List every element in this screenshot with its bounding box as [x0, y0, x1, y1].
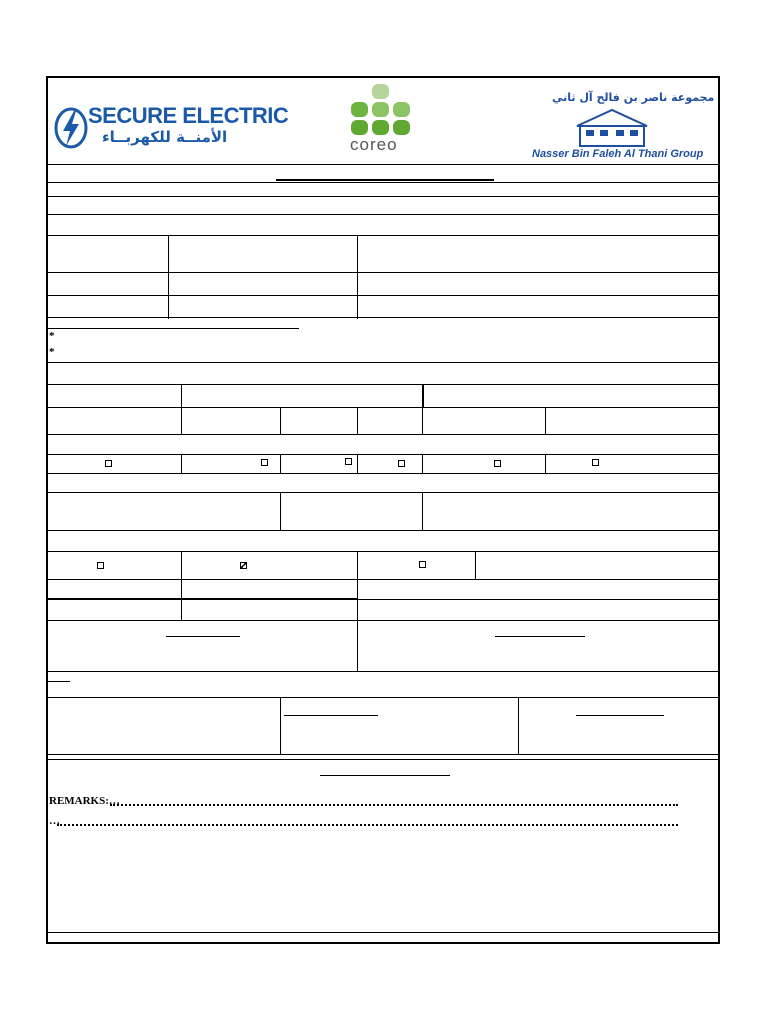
signature-underline: [284, 715, 378, 716]
signature-line: [280, 932, 357, 933]
col-line: [280, 697, 281, 754]
lightning-icon: [54, 106, 88, 150]
signature-line: [51, 932, 167, 933]
option-checkbox[interactable]: [398, 460, 405, 467]
col-line: [545, 407, 546, 434]
row-line: [48, 164, 718, 165]
signature-underline: [495, 636, 585, 637]
col-line: [280, 492, 281, 530]
row-line: [48, 579, 718, 580]
col-line: [357, 407, 358, 434]
nasser-english-name: Nasser Bin Faleh Al Thani Group: [532, 148, 704, 160]
remarks-line[interactable]: [57, 824, 678, 826]
row-line: [48, 362, 718, 363]
option-checkbox[interactable]: [345, 458, 352, 465]
col-line: [357, 454, 358, 473]
col-line: [475, 551, 476, 579]
col-line: [181, 454, 182, 473]
col-line: [181, 551, 182, 621]
col-line: [422, 454, 423, 473]
row-line: [48, 620, 718, 621]
row-line: [48, 473, 718, 474]
nasser-group-logo: [522, 90, 715, 162]
coreo-logo: [348, 84, 418, 154]
remarks-line[interactable]: [110, 804, 678, 806]
bullet-star: *: [49, 346, 55, 358]
row-line: [48, 196, 718, 197]
secure-electric-arabic-name: الأمنــة للكهربــاء: [102, 128, 228, 146]
row-line: [48, 214, 718, 215]
row-line: [48, 317, 718, 318]
row-line: [48, 434, 718, 435]
row-line: [48, 551, 718, 552]
col-line: [357, 235, 358, 319]
col-line: [168, 235, 169, 319]
row-line: [48, 182, 718, 183]
row-line: [48, 454, 718, 455]
col-line: [181, 384, 182, 434]
coreo-dots-icon: [348, 84, 418, 138]
col-line: [545, 454, 546, 473]
option-checkbox[interactable]: [419, 561, 426, 568]
col-line: [422, 407, 423, 434]
option-checkbox[interactable]: [494, 460, 501, 467]
bullet-star: *: [49, 330, 55, 342]
section-title-underline: [320, 775, 450, 776]
form-title-underline: [276, 179, 494, 181]
option-checkbox-checked[interactable]: [240, 562, 247, 569]
row-line: [48, 530, 718, 531]
option-checkbox[interactable]: [105, 460, 112, 467]
remarks-label: REMARKS:…: [49, 795, 120, 807]
form-container: [46, 76, 720, 944]
row-line: [48, 754, 718, 755]
col-line: [422, 492, 423, 530]
row-line: [48, 272, 718, 273]
secure-electric-logo: [54, 102, 289, 154]
col-line: [280, 407, 281, 434]
row-line: [48, 235, 718, 236]
note-heading-underline: [48, 328, 299, 329]
col-line: [280, 454, 281, 473]
row-line: [48, 598, 358, 599]
secure-electric-name: SECURE ELECTRIC: [88, 103, 289, 128]
coreo-name: coreo: [350, 135, 398, 154]
option-checkbox[interactable]: [592, 459, 599, 466]
col-line: [357, 551, 358, 671]
option-checkbox[interactable]: [97, 562, 104, 569]
signature-underline: [166, 636, 240, 637]
row-line: [48, 295, 718, 296]
building-icon: [572, 108, 652, 148]
signature-line: [422, 932, 518, 933]
signature-line: [545, 932, 720, 933]
row-line: [48, 407, 718, 408]
row-line: [48, 599, 718, 600]
row-line: [48, 492, 718, 493]
signature-underline: [576, 715, 664, 716]
row-line: [48, 671, 718, 672]
row-line: [48, 759, 718, 760]
row-line: [48, 697, 718, 698]
short-underline: [48, 681, 70, 682]
option-checkbox[interactable]: [261, 459, 268, 466]
nasser-arabic-name: مجموعة ناصر بن فالح آل ثاني: [552, 91, 715, 104]
col-line: [518, 697, 519, 754]
col-line: [422, 384, 424, 408]
row-line: [48, 384, 718, 385]
remarks-line-prefix: …: [49, 815, 60, 827]
